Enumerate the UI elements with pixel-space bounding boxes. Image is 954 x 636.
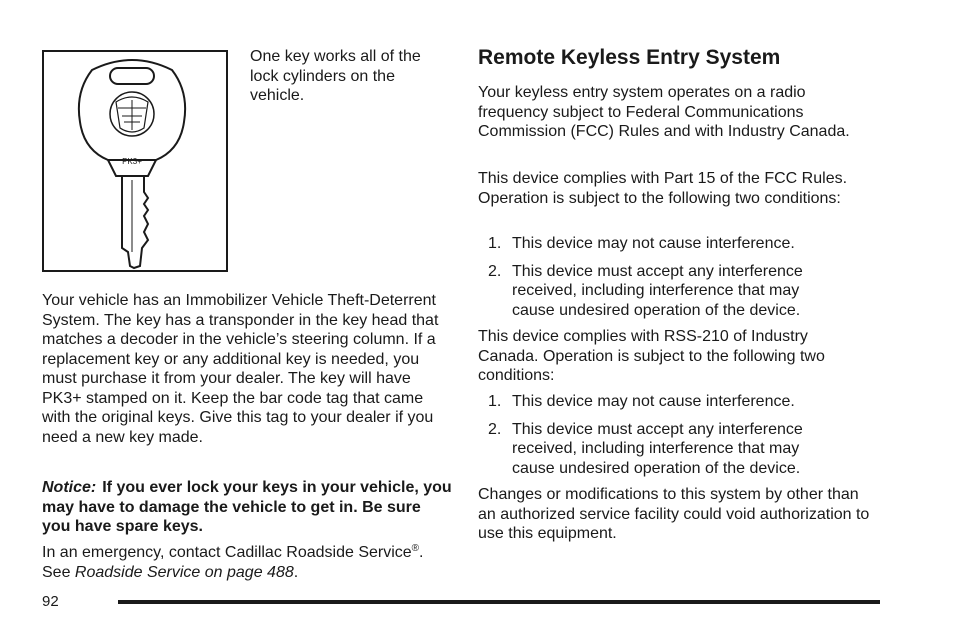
list-item — [478, 262, 842, 321]
cadillac-emblem-icon — [110, 92, 154, 136]
ic-conditions-list — [478, 392, 842, 478]
immobilizer-paragraph: Your vehicle has an Immobilizer Vehicle Theft-Deterrent System. The key has a transponder in the key head that matches a decoder in the vehicle’s steering column. If a replacement key or any additional key is needed, you must purchase it from your dealer. The key will have PK3+ stamped on it. Keep the bar code tag that came with the original keys. Give this tag to your dealer if you need a new key made. — [42, 292, 439, 446]
notice-block — [42, 478, 452, 537]
emergency-prefix: In an emergency, contact Cadillac Roadside Service — [42, 544, 412, 561]
keyring-slot — [110, 68, 154, 84]
key-blade — [122, 176, 148, 268]
list-item-number: 2. — [488, 420, 502, 438]
notice-label: Notice: — [42, 479, 97, 496]
rss210-paragraph: This device complies with RSS-210 of Industry Canada. Operation is subject to the following two conditions: — [478, 328, 825, 384]
notice-text: If you ever lock your keys in your vehicle, you may have to damage the vehicle to get in. Be sure you have spare keys. — [42, 479, 452, 535]
key-stamp-text: PK3+ — [122, 157, 142, 166]
rke-intro-paragraph: Your keyless entry system operates on a radio frequency subject to Federal Communications Commission (FCC) Rules and with Industry Canada. — [478, 84, 850, 140]
emergency-mid: . See — [42, 544, 424, 581]
list-item-number: 1. — [488, 393, 502, 410]
figure-caption: One key works all of the lock cylinders on the vehicle. — [250, 48, 421, 104]
key-illustration — [42, 50, 228, 272]
fcc-conditions-list — [478, 234, 842, 320]
modifications-paragraph: Changes or modifications to this system by other than an authorized service facility could void authorization to use this equipment. — [478, 486, 870, 542]
footer-rule — [118, 600, 880, 604]
list-item — [478, 392, 842, 412]
list-item-text: This device must accept any interference received, including interference that may cause undesired operation of the device. — [512, 262, 803, 319]
roadside-service-reference: Roadside Service on page 488 — [74, 563, 294, 581]
list-item-text: This device must accept any interference received, including interference that may cause undesired operation of the device. — [512, 420, 803, 477]
fcc-paragraph: This device complies with Part 15 of the FCC Rules. Operation is subject to the following two conditions: — [478, 170, 848, 207]
page-number: 92 — [42, 593, 59, 610]
list-item-number: 1. — [488, 235, 502, 252]
key-drawing — [44, 52, 226, 270]
emergency-paragraph — [42, 543, 452, 582]
emergency-end: . — [293, 563, 299, 581]
list-item — [478, 420, 842, 479]
list-item — [478, 234, 842, 254]
section-heading: Remote Keyless Entry System — [478, 46, 781, 69]
list-item-text: This device may not cause interference. — [512, 235, 795, 252]
registered-mark: ® — [411, 543, 420, 554]
list-item-number: 2. — [488, 262, 502, 280]
list-item-text: This device may not cause interference. — [512, 393, 795, 410]
